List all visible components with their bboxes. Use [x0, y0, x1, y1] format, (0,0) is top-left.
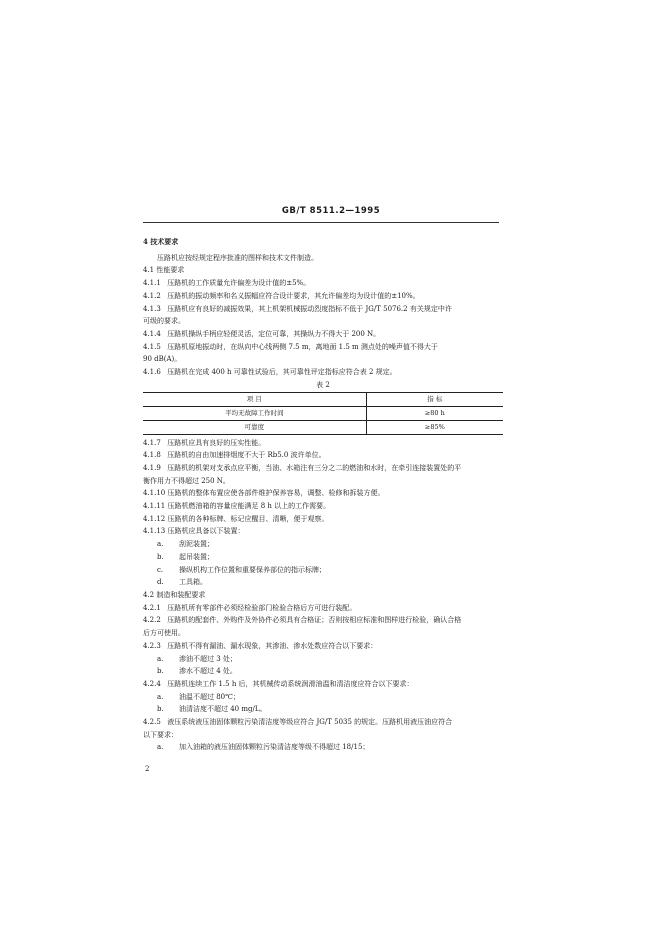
table-cell: ≥85% [366, 420, 503, 434]
list-item: b. 渗水不超过 4 处。 [157, 667, 237, 676]
clause-4-2-2: 4.2.2 压路机的配套件、外购件及外协件必须具有合格证；否则按相应标准和图样进行检验，确认合格 [143, 616, 462, 625]
clause-4-1-13: 4.1.13 压路机应具备以下装置： [143, 527, 245, 536]
section-4-2-title: 4.2 制造和装配要求 [143, 590, 206, 599]
clause-4-2-4: 4.2.4 压路机连续工作 1.5 h 后，其机械传动系统润滑油温和清洁度应符合以下要求： [143, 679, 414, 688]
clause-4-1-5: 4.1.5 压路机原地振动时，在纵向中心线两侧 7.5 m，离地面 1.5 m 测点处的噪声值不得大于 [143, 342, 438, 351]
clause-4-1-5-cont: 90 dB(A)。 [143, 355, 182, 364]
clause-4-1-9-cont: 衡作用力不得超过 250 N。 [143, 476, 230, 485]
list-item: b. 起吊装置； [157, 552, 214, 561]
clause-4-2-5: 4.2.5 液压系统液压油固体颗粒污染清洁度等级应符合 JG/T 5035 的规定。压路机用液压油应符合 [143, 718, 453, 727]
clause-4-1-4: 4.1.4 压路机操纵手柄应轻便灵活，定位可靠，其操纵力不得大于 200 N。 [143, 329, 381, 338]
list-item: c. 操纵机构工作位置和重要保养部位的指示标牌； [157, 565, 326, 574]
table-row [143, 407, 503, 421]
clause-4-1-6: 4.1.6 压路机在完成 400 h 可靠性试验后，其可靠性评定指标应符合表 2 规定。 [143, 368, 397, 377]
list-item: b. 油清洁度不超过 40 mg/L。 [157, 705, 267, 714]
table-cell: ≥80 h [366, 407, 503, 421]
clause-4-1-10: 4.1.10 压路机的整体布置应使各部件维护保养容易，调整、检修和拆装方便。 [143, 489, 385, 498]
clause-4-1-12: 4.1.12 压路机的各种标牌、标记应醒目、清晰，便于观察。 [143, 514, 329, 523]
clause-4-1-2: 4.1.2 压路机的振动频率和名义振幅应符合设计要求，其允许偏差均为设计值的±10%。 [143, 291, 420, 300]
clause-4-2-2-cont: 后方可使用。 [143, 629, 185, 638]
clause-4-1-7: 4.1.7 压路机应具有良好的压实性能。 [143, 438, 266, 447]
table-cell: 平均无故障工作时间 [143, 407, 366, 421]
clause-4-2-5-cont: 以下要求： [143, 730, 178, 739]
clause-4-1-3-cont: 可级的要求。 [143, 317, 185, 326]
page-number: 2 [145, 765, 150, 773]
table-row [143, 420, 503, 434]
clause-4-2-3: 4.2.3 压路机不得有漏油、漏水现象，其渗油、渗水处数应符合以下要求： [143, 641, 378, 650]
clause-4-1-11: 4.1.11 压路机燃油箱的容量应能满足 8 h 以上的工作需要。 [143, 502, 331, 511]
section-4-title: 4 技术要求 [143, 237, 179, 246]
table-header-row [143, 393, 503, 407]
clause-4-1-8: 4.1.8 压路机的自由加速排烟度不大于 Rb5.0 波许单位。 [143, 451, 326, 460]
table-2 [143, 392, 503, 434]
standard-number-header: GB/T 8511.2—1995 [281, 206, 381, 216]
header-rule [143, 222, 499, 223]
document-body [143, 236, 503, 754]
list-item: a. 渗油不超过 3 处； [157, 654, 237, 663]
section-4-intro: 压路机应按经规定程序批准的图样和技术文件制造。 [157, 253, 318, 262]
list-item: a. 刮泥装置； [157, 540, 214, 549]
clause-4-2-1: 4.2.1 压路机所有零部件必须经检验部门检验合格后方可进行装配。 [143, 603, 357, 612]
list-item: a. 油温不超过 80℃； [157, 692, 240, 701]
table-cell: 可靠度 [143, 420, 366, 434]
table-header-item: 项 目 [143, 393, 366, 407]
list-item: a. 加入油箱的液压油固体颗粒污染清洁度等级不得超过 18/15； [157, 743, 370, 752]
list-item: d. 工具箱。 [157, 578, 207, 587]
clause-4-1-3: 4.1.3 压路机应有良好的减振效果，其上机架机械振动烈度指标不低于 JG/T 5076.2 有关规定中许 [143, 304, 452, 313]
clause-4-1-1: 4.1.1 压路机的工作质量允许偏差为设计值的±5%。 [143, 279, 311, 288]
section-4-1-title: 4.1 性能要求 [143, 266, 185, 275]
clause-4-1-9: 4.1.9 压路机的机架对支承点应平衡，当油、水箱注有三分之二的燃油和水时，在牵引连接装置处的平 [143, 463, 462, 472]
table-header-index: 指 标 [366, 393, 503, 407]
table-2-title: 表 2 [316, 380, 330, 389]
